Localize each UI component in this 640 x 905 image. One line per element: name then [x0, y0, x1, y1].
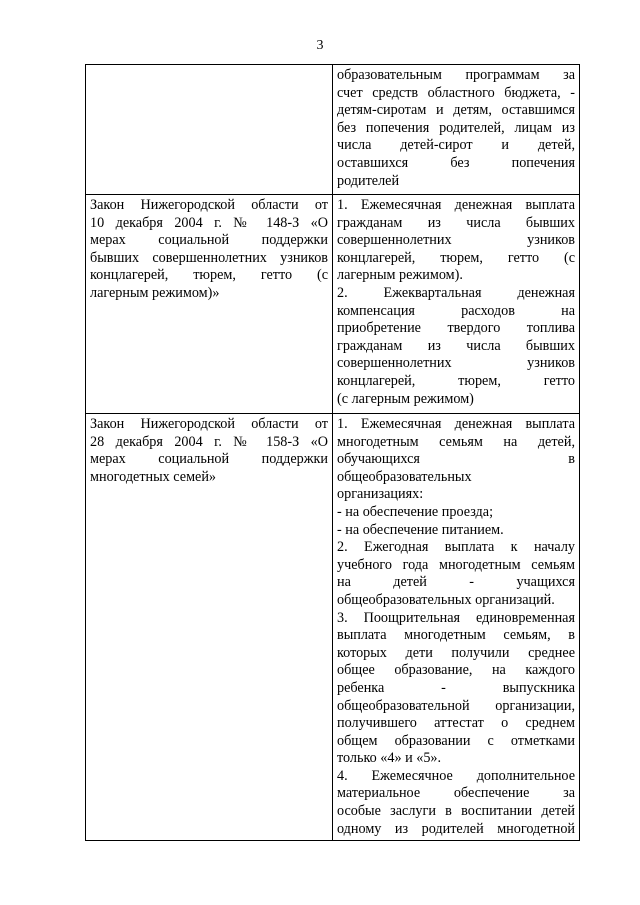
measures-text-line: на детей - учащихся — [337, 574, 575, 591]
measures-text-line: образовательным программам за — [337, 67, 575, 83]
measures-text-line: 2. Ежеквартальная денежная — [337, 284, 575, 301]
measures-text-line: общеобразовательных организаций. — [337, 591, 555, 608]
table-row — [86, 414, 580, 841]
measures-text-line: - на обеспечение проезда; — [337, 503, 494, 520]
law-text-line: мерах социальной поддержки — [90, 232, 328, 249]
law-text-line: 28 декабря 2004 г. № 158-З «О — [90, 433, 328, 450]
law-text-line: лагерным режимом)» — [90, 284, 220, 301]
law-text-line: многодетных семей» — [90, 468, 217, 485]
law-cell — [86, 195, 333, 414]
page-number: 3 — [316, 38, 324, 53]
measures-text-line: гражданам из числа бывших — [337, 337, 575, 354]
law-cell — [86, 65, 333, 195]
law-text-line: Закон Нижегородской области от — [90, 416, 328, 432]
law-text-line: 10 декабря 2004 г. № 148-З «О — [90, 214, 328, 231]
law-cell — [86, 414, 333, 841]
measures-text-line: которых дети получили среднее — [337, 644, 575, 661]
measures-text-line: гражданам из числа бывших — [337, 214, 575, 231]
laws-table — [85, 64, 580, 841]
measures-text-line: приобретение твердого топлива — [337, 320, 575, 337]
measures-text-line: совершеннолетних узников — [337, 232, 575, 249]
measures-text-line: 1. Ежемесячная денежная выплата — [337, 416, 575, 432]
measures-cell — [333, 65, 580, 195]
measures-text-line: обучающихся в — [337, 451, 575, 468]
measures-text-line: общем образовании с отметками — [337, 732, 575, 749]
measures-text-line: компенсация расходов на — [337, 302, 575, 319]
measures-text-line: учебного года многодетным семьям — [337, 556, 575, 573]
measures-text-line: концлагерей, тюрем, гетто (с — [337, 249, 575, 266]
table-row — [86, 65, 580, 195]
measures-cell — [333, 414, 580, 841]
measures-text-line: (с лагерным режимом) — [337, 390, 474, 407]
measures-cell — [333, 195, 580, 414]
measures-text-line: многодетным семьям на детей, — [337, 433, 575, 450]
measures-text-line: выплата многодетным семьям, в — [337, 627, 575, 644]
measures-text-line: совершеннолетних узников — [337, 355, 575, 372]
measures-text-line: получившего аттестат о среднем — [337, 715, 575, 732]
measures-text-line: детям-сиротам и детям, оставшимся — [337, 102, 575, 119]
table-row — [86, 195, 580, 414]
measures-text-line: оставшихся без попечения — [337, 154, 575, 171]
measures-text-line: одному из родителей многодетной — [337, 820, 575, 837]
law-text-line: концлагерей, тюрем, гетто (с — [90, 267, 328, 284]
measures-text-line: концлагерей, тюрем, гетто — [337, 372, 575, 389]
measures-text-line: 3. Поощрительная единовременная — [337, 609, 575, 626]
measures-text-line: организациях: — [337, 486, 424, 503]
measures-text-line: родителей — [337, 172, 400, 189]
measures-text-line: - на обеспечение питанием. — [337, 521, 504, 538]
measures-text-line: счет средств областного бюджета, - — [337, 84, 575, 101]
measures-text-line: общее образование, на каждого — [337, 662, 575, 679]
measures-text-line: 4. Ежемесячное дополнительное — [337, 767, 575, 784]
law-text-line: мерах социальной поддержки — [90, 451, 328, 468]
measures-text-line: только «4» и «5». — [337, 750, 442, 767]
measures-text-line: 1. Ежемесячная денежная выплата — [337, 197, 575, 213]
measures-text-line: ребенка - выпускника — [337, 679, 575, 696]
law-text-line: Закон Нижегородской области от — [90, 197, 328, 213]
measures-text-line: без попечения родителей, лицам из — [337, 119, 575, 136]
law-text-line: бывших совершеннолетних узников — [90, 249, 328, 266]
measures-text-line: общеобразовательных — [337, 468, 472, 485]
measures-text-line: числа детей-сирот и детей, — [337, 137, 575, 154]
measures-text-line: лагерным режимом). — [337, 267, 463, 284]
measures-text-line: общеобразовательной организации, — [337, 697, 575, 714]
measures-text-line: 2. Ежегодная выплата к началу — [337, 539, 575, 556]
measures-text-line: особые заслуги в воспитании детей — [337, 803, 575, 820]
measures-text-line: материальное обеспечение за — [337, 785, 575, 802]
